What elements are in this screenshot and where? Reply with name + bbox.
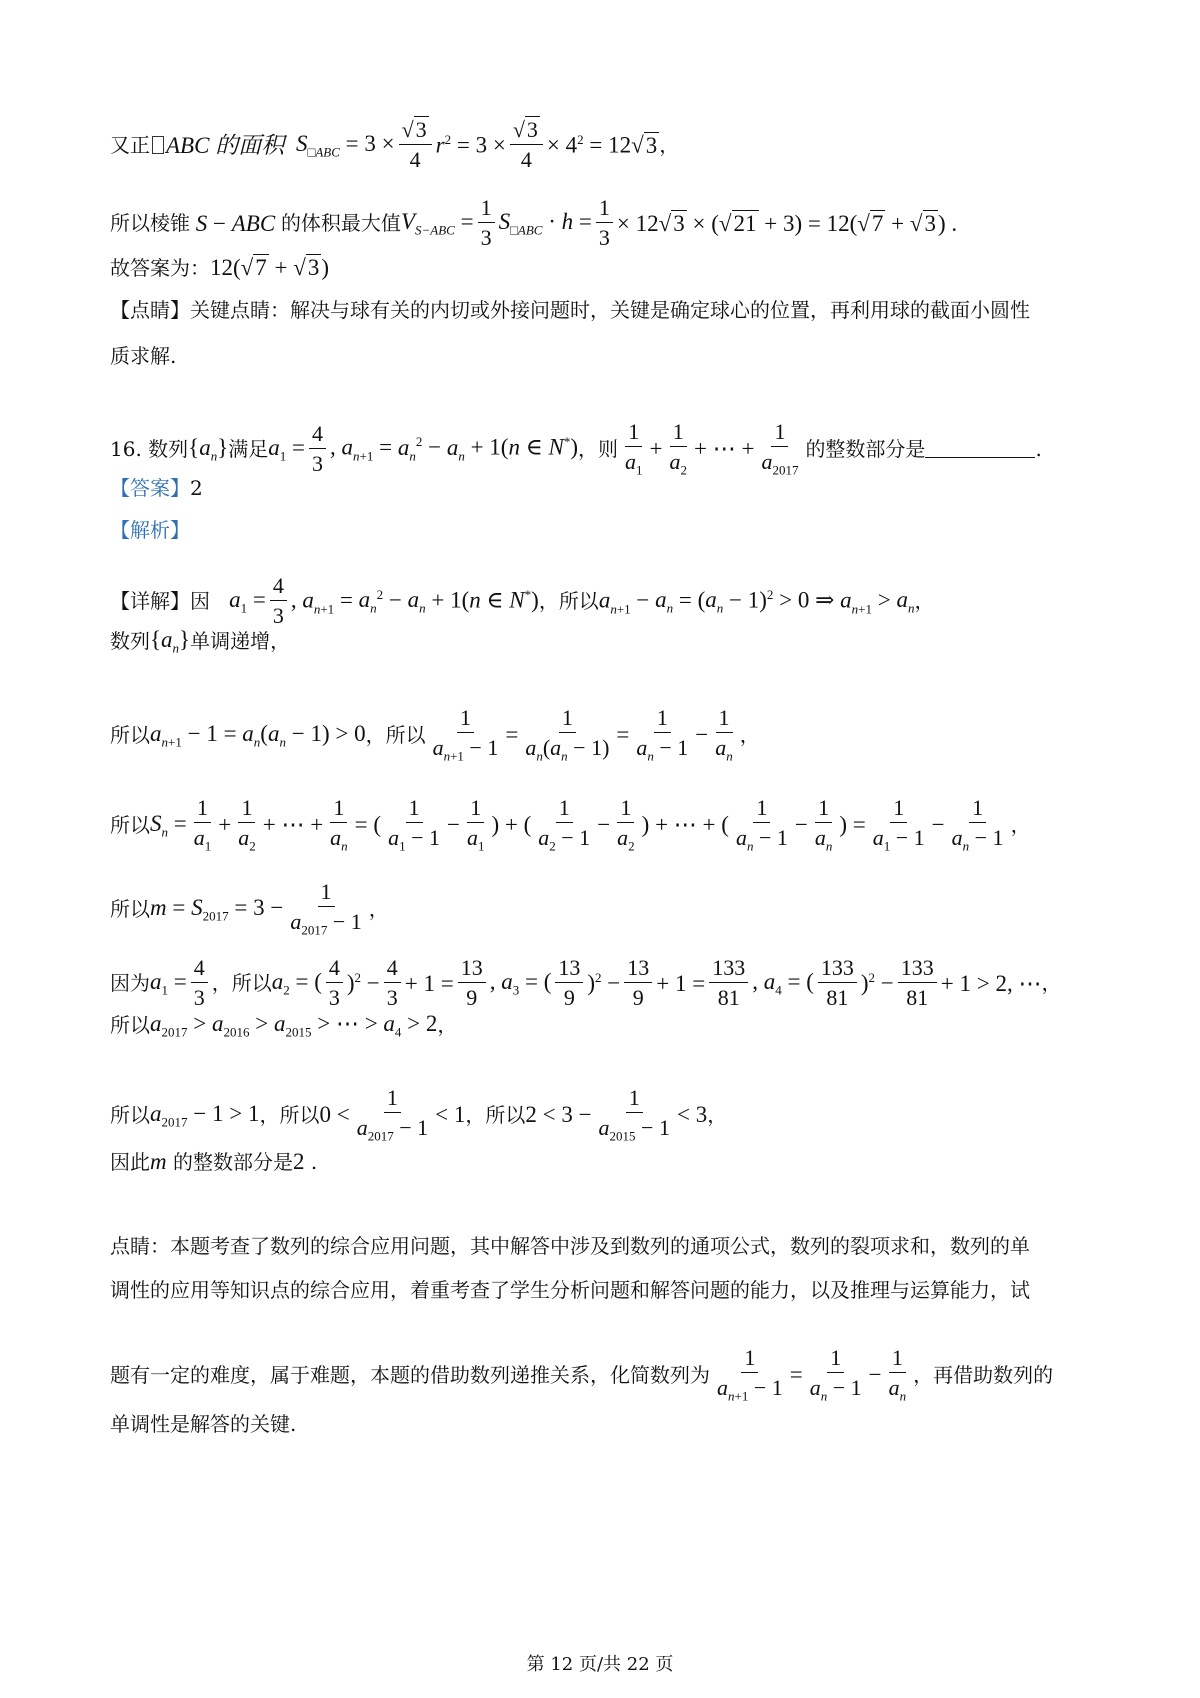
dian-2: 调性的应用等知识点的综合应用，着重考查了学生分析问题和解答问题的能力，以及推理与运算能力，试 [110, 1278, 1030, 1302]
answer-blank [925, 439, 1035, 458]
detail-line-7: 所以 $a_{2017} > a_{2016} > a_{2015}$ > ⋯ > $a_4 > 2$ ， [110, 1011, 458, 1040]
dian-4: 单调性是解答的关键. [110, 1412, 297, 1436]
detail-line-8: 所以 $a_{2017} - 1 > 1$ ， 所以 0 < $\frac{1}{a_{2017} - 1}$ < 1 ， 所以 2 < 3 − $\frac{1}{a_{2015} - 1}$ < 3 ， [110, 1085, 728, 1144]
analysis-label: 【解析】 [110, 518, 190, 542]
dian-1: 点睛：本题考查了数列的综合应用问题，其中解答中涉及到数列的通项公式，数列的裂项求和，数列的单 [110, 1234, 1030, 1258]
line-area: 又正 ABC 的面积 $S_{□ABC} = 3$ × $\frac{√3}{4}$ $r^2 = 3$ × $\frac{√3}{4}$ × $4^2 = 12√3$ ， [110, 117, 680, 173]
detail-line-3: 所以 $a_{n+1} - 1 = a_n(a_n - 1) > 0$ ， 所以 $\frac{1}{a_{n+1} - 1}$ = $\frac{1}{a_n(a_n - 1)}$ = $\frac{1}{a_n - 1}$ − $\frac{1}{a_n}$ ， [110, 705, 760, 764]
detail-line-4: 所以 $S_n$ = $\frac{1}{a_1}$ + $\frac{1}{a_2}$ + ⋯ + $\frac{1}{a_n}$ = ( $\frac{1}{a_1 - 1}$ − $\frac{1}{a_1}$ ) + ( $\frac{1}{a_2 - 1}$ − $\frac{1}{a_2}$ ) + ⋯ + ( $\frac{1}{a_n - 1}$ − $\frac{1}{a_n}$ ) = $\frac{1}{a_1 - 1}$ − $\frac{1}{a_n - 1}$ ， [110, 795, 1031, 854]
answer-label: 【答案】 2 [110, 476, 203, 500]
key-point-1: 【点睛】关键点睛：解决与球有关的内切或外接问题时，关键是确定球心的位置，再利用球的截面小圆性 [110, 298, 1030, 322]
detail-line-9: 因此 m 的整数部分是 2 . [110, 1149, 318, 1174]
detail-line-6: 因为 $a_1$ = $\frac{4}{3}$ ， 所以 $a_2$ = ( $\frac{4}{3}$ )$^2$ − $\frac{4}{3}$ + 1 = $\frac{13}{9}$ , $a_3$ = ( $\frac{13}{9}$ )$^2$ − $\frac{13}{9}$ + 1 = $\frac{133}{81}$ , $a_4$ = ( $\frac{133}{81}$ )$^2$ − $\frac{133}{81}$ + 1 > 2, ⋯ ， [110, 955, 1062, 1011]
question-16: 16. 数列 $\{a_n\}$ 满足 $a_1$ = $\frac{4}{3}$ , $a_{n+1} = a_n^2 - a_n + 1(n$ ∈ N*) ，则 $\frac{1}{a_1}$ + $\frac{1}{a_2}$ + ⋯ + $\frac{1}{a_{2017}}$ 的整数部分是 . [110, 419, 1042, 478]
line-volume: 所以棱锥 S − ABC 的体积最大值 $V_{S-ABC}$ = $\frac{1}{3}$ $S_{□ABC} \cdot h$ = $\frac{1}{3}$ × 12√3 × (√21 + 3) = 12(√7 + √3) . [110, 195, 958, 251]
line-answer-final: 故答案为： 12(√7 + √3) [110, 255, 330, 280]
key-point-2: 质求解. [110, 344, 177, 368]
detail-line-2: 数列 $\{a_n\}$ 单调递增， [110, 627, 291, 656]
detail-line-1: 【详解】因 $a_1$ = $\frac{4}{3}$ , $a_{n+1} = a_n^2 - a_n + 1(n$ ∈ N*) ， 所以 $a_{n+1} - a_n = (a_n - 1)^2 > 0$ ⇒ $a_{n+1} > a_n$ ， [110, 573, 935, 629]
page-footer: 第 12 页/共 22 页 [526, 1654, 674, 1675]
detail-line-5: 所以 $m = S_{2017} = 3$ − $\frac{1}{a_{2017} - 1}$ ， [110, 879, 389, 938]
dian-3: 题有一定的难度，属于难题，本题的借助数列递推关系，化简数列为 $\frac{1}{a_{n+1} - 1}$ = $\frac{1}{a_n - 1}$ − $\frac{1}{a_n}$ ，再借助数列的 [110, 1345, 1054, 1404]
